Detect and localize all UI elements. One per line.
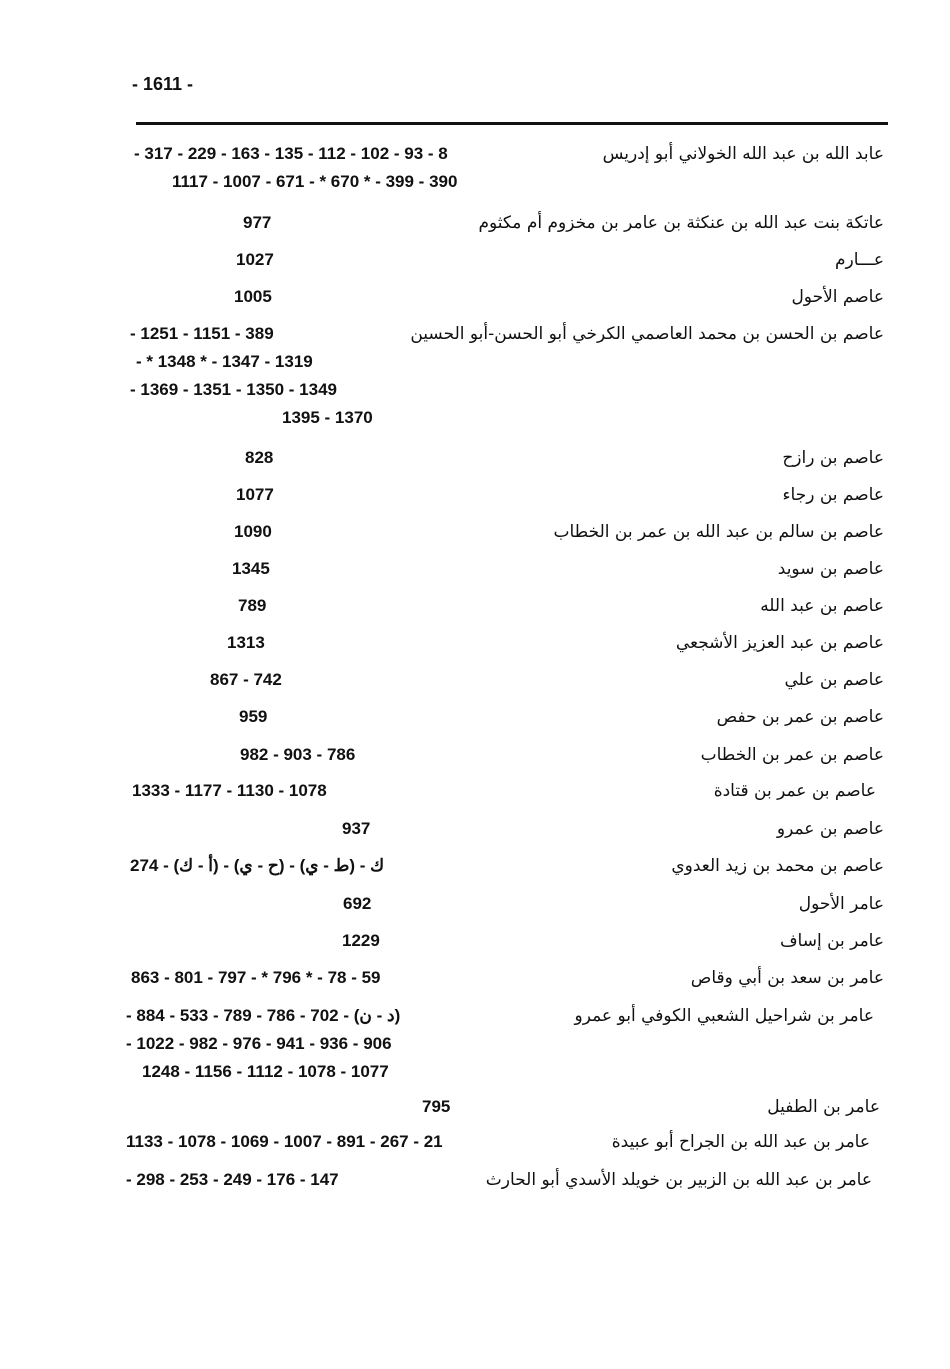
ref-line: 1395 - 1370 <box>282 408 373 427</box>
ref-line: 1027 <box>236 250 274 269</box>
entry-name: عامر الأحول <box>798 894 884 914</box>
entry-name: عامر بن الطفيل <box>767 1097 880 1117</box>
ref-line: 1333 - 1177 - 1130 - 1078 <box>132 781 327 800</box>
ref-line: 982 - 903 - 786 <box>240 745 356 764</box>
header-rule <box>136 122 888 125</box>
ref-line: 1248 - 1156 - 1112 - 1078 - 1077 <box>142 1062 389 1081</box>
entry-name: عاصم بن عمرو <box>776 819 884 839</box>
entry-refs <box>343 892 371 920</box>
ref-line: - 884 - 533 - 789 - 786 - 702 - (د - ن) <box>126 1006 401 1025</box>
ref-line: - 298 - 253 - 249 - 176 - 147 <box>126 1170 339 1189</box>
ref-line: 828 <box>245 448 274 467</box>
entry-refs <box>234 285 272 313</box>
entry-name: عاصم بن محمد بن زيد العدوي <box>671 856 884 876</box>
ref-line: 789 <box>238 596 267 615</box>
entry-refs <box>130 854 384 882</box>
entry-refs <box>245 446 273 474</box>
ref-line: 867 - 742 <box>210 670 282 689</box>
entry-refs <box>236 248 274 276</box>
entry-refs <box>342 929 380 957</box>
entry-refs <box>134 142 458 198</box>
ref-line: 1229 <box>342 931 380 950</box>
entry-name: عامر بن سعد بن أبي وقاص <box>690 968 884 988</box>
entry-name: عاصم بن سالم بن عبد الله بن عمر بن الخطاب <box>553 522 884 542</box>
entry-name: عاصم بن علي <box>784 670 884 690</box>
entry-name: عاصم الأحول <box>791 287 884 307</box>
entry-refs <box>132 779 327 807</box>
entry-refs <box>342 817 370 845</box>
entry-refs <box>238 594 266 622</box>
entry-name: عاصم بن رازح <box>782 448 884 468</box>
entry-name: عاصم بن الحسن بن محمد العاصمي الكرخي أبو الحسن-أبو الحسين <box>410 324 884 344</box>
ref-line: 1117 - 1007 - 671 - * 670 * - 399 - 390 <box>172 172 458 191</box>
entry-refs <box>227 631 265 659</box>
entry-refs <box>232 557 270 585</box>
entry-refs <box>234 520 272 548</box>
entry-refs <box>240 743 355 771</box>
entry-name: عاصم بن عمر بن قتادة <box>713 781 876 801</box>
ref-line: 1077 <box>236 485 274 504</box>
entry-refs <box>131 966 381 994</box>
entry-name: عابد الله بن عبد الله الخولاني أبو إدريس <box>602 144 884 164</box>
ref-line: - 1369 - 1351 - 1350 - 1349 <box>130 380 337 399</box>
ref-line: 692 <box>343 894 372 913</box>
entry-refs <box>210 668 282 696</box>
entry-name: عامر بن شراحيل الشعبي الكوفي أبو عمرو <box>574 1006 874 1026</box>
ref-line: - 1251 - 1151 - 389 <box>130 324 274 343</box>
entry-refs <box>130 322 373 434</box>
ref-line: 863 - 801 - 797 - * 796 * - 78 - 59 <box>131 968 381 987</box>
ref-line: 937 <box>342 819 371 838</box>
entry-name: عامر بن عبد الله بن الزبير بن خويلد الأسدي أبو الحارث <box>485 1170 872 1190</box>
ref-line: 1345 <box>232 559 270 578</box>
ref-line: 959 <box>239 707 268 726</box>
entry-refs <box>239 705 267 733</box>
entry-refs <box>243 211 271 239</box>
ref-line: 795 <box>422 1097 451 1116</box>
entry-refs <box>126 1130 443 1158</box>
ref-line: 274 - (أ - ك) - ك - (ط - ي) - (ح - ي) <box>130 856 385 875</box>
entry-name: عـــارم <box>835 250 884 270</box>
entry-refs <box>126 1004 400 1088</box>
entry-name: عامر بن عبد الله بن الجراح أبو عبيدة <box>611 1132 870 1152</box>
entry-name: عاصم بن عمر بن حفص <box>716 707 884 727</box>
entry-name: عاصم بن سويد <box>777 559 884 579</box>
ref-line: - * 1348 * - 1347 - 1319 <box>136 352 313 371</box>
ref-line: 1005 <box>234 287 272 306</box>
entry-name: عاصم بن عمر بن الخطاب <box>700 745 884 765</box>
entry-name: عاصم بن عبد العزيز الأشجعي <box>675 633 884 653</box>
entry-name: عاصم بن رجاء <box>782 485 884 505</box>
ref-line: - 317 - 229 - 163 - 135 - 112 - 102 - 93 - 8 <box>134 144 448 163</box>
entry-name: عاتكة بنت عبد الله بن عنكثة بن عامر بن مخزوم أم مكثوم <box>478 213 884 233</box>
entry-name: عاصم بن عبد الله <box>760 596 884 616</box>
entry-name: عامر بن إساف <box>779 931 884 951</box>
entry-refs <box>236 483 274 511</box>
ref-line: 1133 - 1078 - 1069 - 1007 - 891 - 267 - 21 <box>126 1132 443 1151</box>
ref-line: 1090 <box>234 522 272 541</box>
entry-refs <box>126 1168 339 1196</box>
ref-line: - 1022 - 982 - 976 - 941 - 936 - 906 <box>126 1034 392 1053</box>
ref-line: 977 <box>243 213 272 232</box>
ref-line: 1313 <box>227 633 265 652</box>
entry-refs <box>422 1095 450 1123</box>
page-number: - 1611 - <box>132 74 194 94</box>
